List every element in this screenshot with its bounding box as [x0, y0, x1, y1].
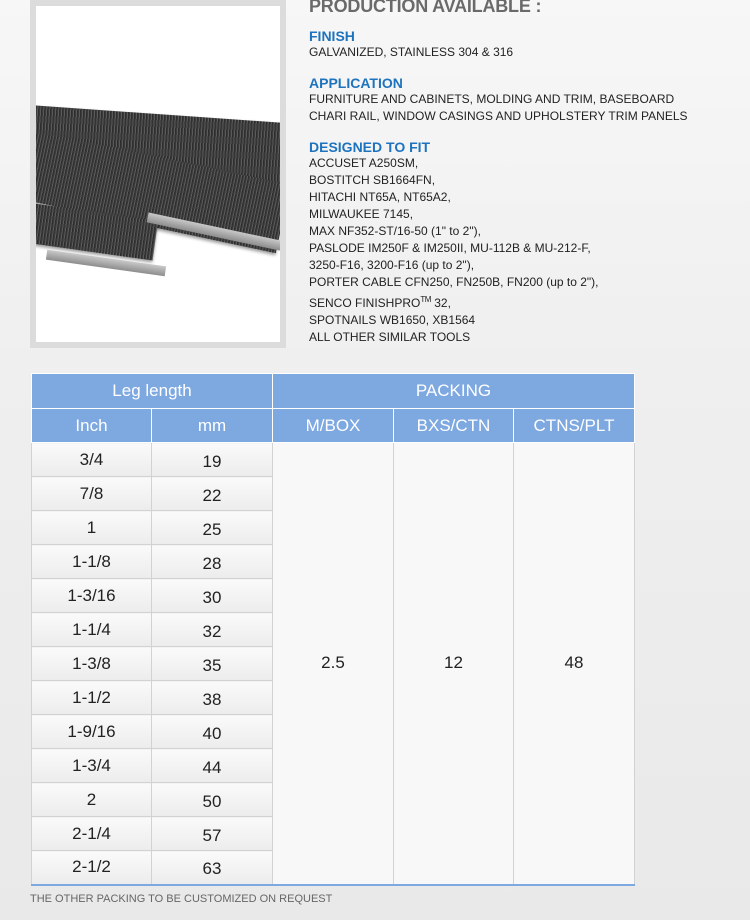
tool-line: PASLODE IM250F & IM250II, MU-112B & MU-212-F,	[309, 241, 591, 255]
application-line: FURNITURE AND CABINETS, MOLDING AND TRIM, BASEBOARD	[309, 92, 675, 106]
production-heading: PRODUCTION AVAILABLE :	[309, 0, 542, 16]
packing-header: PACKING	[273, 374, 635, 409]
tool-line: ACCUSET A250SM,	[309, 156, 419, 170]
mm-cell: 35	[152, 647, 273, 681]
table-row	[32, 443, 635, 477]
tool-line: 3250-F16, 3200-F16 (up to 2"),	[309, 258, 475, 272]
mm-cell: 38	[152, 681, 273, 715]
mm-cell: 32	[152, 613, 273, 647]
mm-cell: 28	[152, 545, 273, 579]
mm-cell: 30	[152, 579, 273, 613]
leg-length-header: Leg length	[32, 374, 273, 409]
designed-to-fit-section	[309, 139, 739, 346]
product-photo-frame	[30, 0, 286, 348]
application-title: APPLICATION	[309, 75, 403, 91]
mm-cell: 44	[152, 749, 273, 783]
inch-column-header: Inch	[32, 409, 152, 443]
mm-cell: 63	[152, 851, 273, 885]
inch-cell: 1-3/8	[32, 647, 152, 681]
senco-suffix: 32,	[430, 296, 451, 310]
inch-cell: 3/4	[32, 443, 152, 477]
inch-cell: 2-1/4	[32, 817, 152, 851]
ctns-plt-value: 48	[514, 443, 635, 885]
inch-cell: 1-9/16	[32, 715, 152, 749]
senco-prefix: SENCO FINISHPRO	[309, 296, 421, 310]
mm-column-header: mm	[152, 409, 273, 443]
inch-cell: 1-3/4	[32, 749, 152, 783]
tool-line: HITACHI NT65A, NT65A2,	[309, 190, 451, 204]
packing-table	[31, 373, 635, 886]
tool-line: MAX NF352-ST/16-50 (1" to 2"),	[309, 224, 481, 238]
inch-cell: 1	[32, 511, 152, 545]
mbox-value: 2.5	[273, 443, 394, 885]
finish-line: GALVANIZED, STAINLESS 304 & 316	[309, 45, 514, 59]
inch-cell: 7/8	[32, 477, 152, 511]
mm-cell: 19	[152, 443, 273, 477]
application-section	[309, 75, 739, 125]
tool-line: MILWAUKEE 7145,	[309, 207, 414, 221]
inch-cell: 1-1/8	[32, 545, 152, 579]
inch-cell: 1-1/2	[32, 681, 152, 715]
bxs-ctn-value: 12	[394, 443, 514, 885]
inch-cell: 1-3/16	[32, 579, 152, 613]
designed-to-fit-title: DESIGNED TO FIT	[309, 139, 431, 155]
product-photo	[36, 6, 280, 342]
packing-footnote: THE OTHER PACKING TO BE CUSTOMIZED ON REQUEST	[30, 893, 333, 905]
tool-line: PORTER CABLE CFN250, FN250B, FN200 (up to 2"),	[309, 275, 599, 289]
trademark-mark: TM	[420, 295, 431, 304]
tool-line-senco	[309, 291, 739, 312]
bxs-ctn-column-header: BXS/CTN	[394, 409, 514, 443]
inch-cell: 1-1/4	[32, 613, 152, 647]
mm-cell: 25	[152, 511, 273, 545]
mm-cell: 40	[152, 715, 273, 749]
application-line: CHARI RAIL, WINDOW CASINGS AND UPHOLSTERY TRIM PANELS	[309, 109, 688, 123]
mm-cell: 57	[152, 817, 273, 851]
finish-title: FINISH	[309, 28, 355, 44]
inch-cell: 2	[32, 783, 152, 817]
mm-cell: 22	[152, 477, 273, 511]
specs-panel	[309, 0, 739, 346]
tool-line: SPOTNAILS WB1650, XB1564	[309, 313, 476, 327]
mm-cell: 50	[152, 783, 273, 817]
finish-section	[309, 28, 739, 61]
tool-line: BOSTITCH SB1664FN,	[309, 173, 436, 187]
ctns-plt-column-header: CTNS/PLT	[514, 409, 635, 443]
tool-line: ALL OTHER SIMILAR TOOLS	[309, 330, 471, 344]
inch-cell: 2-1/2	[32, 851, 152, 885]
mbox-column-header: M/BOX	[273, 409, 394, 443]
